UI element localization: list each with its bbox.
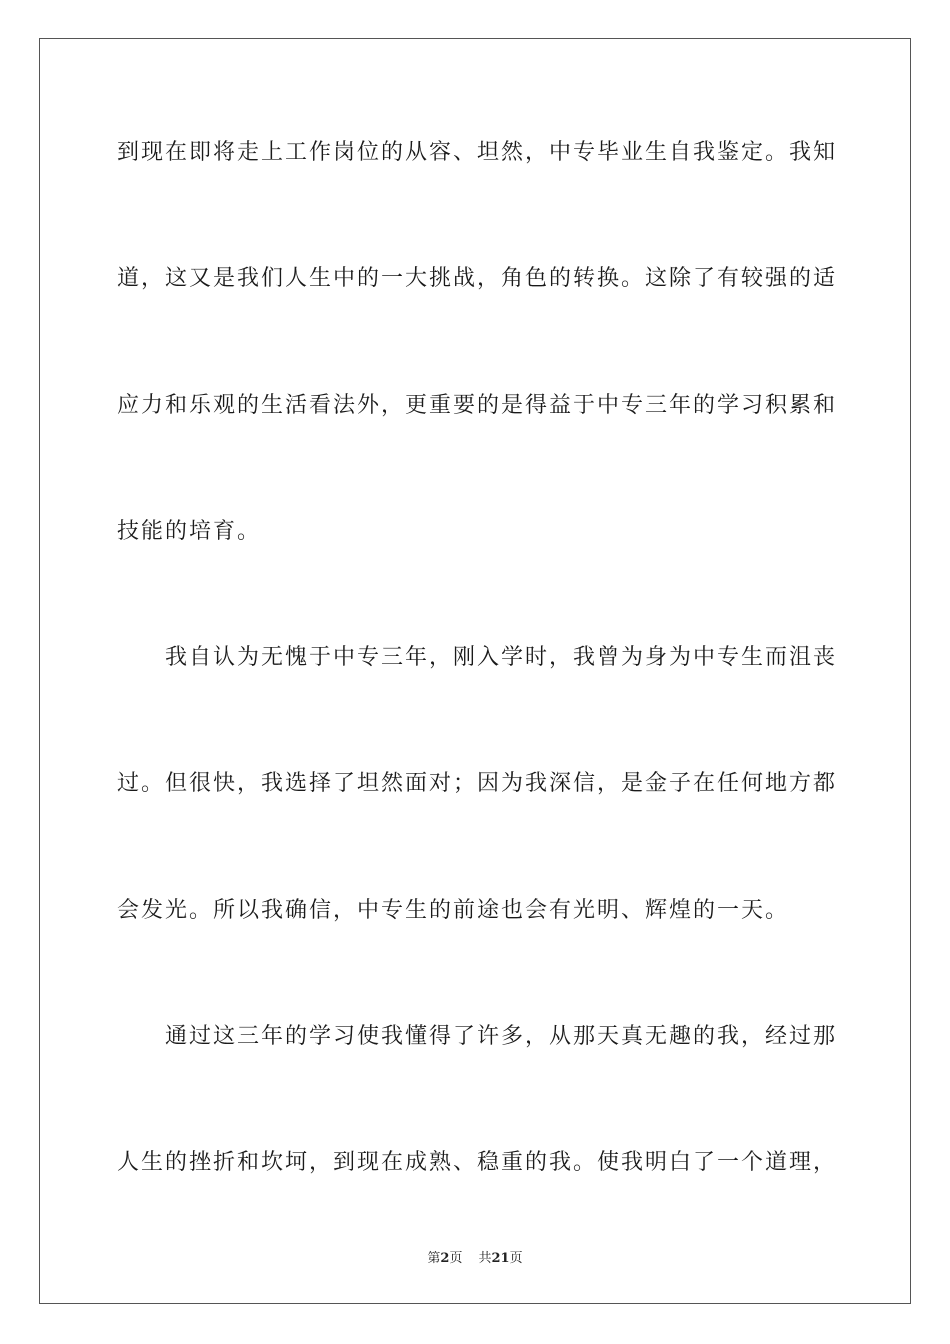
text-line-6: 过。但很快，我选择了坦然面对；因为我深信，是金子在任何地方都 [117,771,838,797]
page-footer [0,1247,950,1266]
page-number: 2 [440,1251,450,1266]
document-body [117,130,837,1267]
text-line-3: 应力和乐观的生活看法外，更重要的是得益于中专三年的学习积累和 [117,392,838,418]
page-suffix: 页 [449,1251,463,1266]
text-line-1: 到现在即将走上工作岗位的从容、坦然，中专毕业生自我鉴定。我知 [117,140,838,165]
text-line-4: 技能的培育。 [117,518,262,544]
text-line-2: 道，这又是我们人生中的一大挑战，角色的转换。这除了有较强的适 [117,266,838,292]
text-line-8: 通过这三年的学习使我懂得了许多，从那天真无趣的我，经过那 [165,1024,838,1050]
total-suffix: 页 [509,1251,523,1266]
text-line-7: 会发光。所以我确信，中专生的前途也会有光明、辉煌的一天。 [117,897,790,923]
text-line-5: 我自认为无愧于中专三年，刚入学时，我曾为身为中专生而沮丧 [165,645,838,671]
text-line-9: 人生的挫折和坎坷，到现在成熟、稳重的我。使我明白了一个道理， [117,1150,838,1176]
total-pages: 21 [491,1251,510,1266]
page-prefix: 第 [427,1251,441,1266]
total-prefix: 共 [478,1251,492,1266]
